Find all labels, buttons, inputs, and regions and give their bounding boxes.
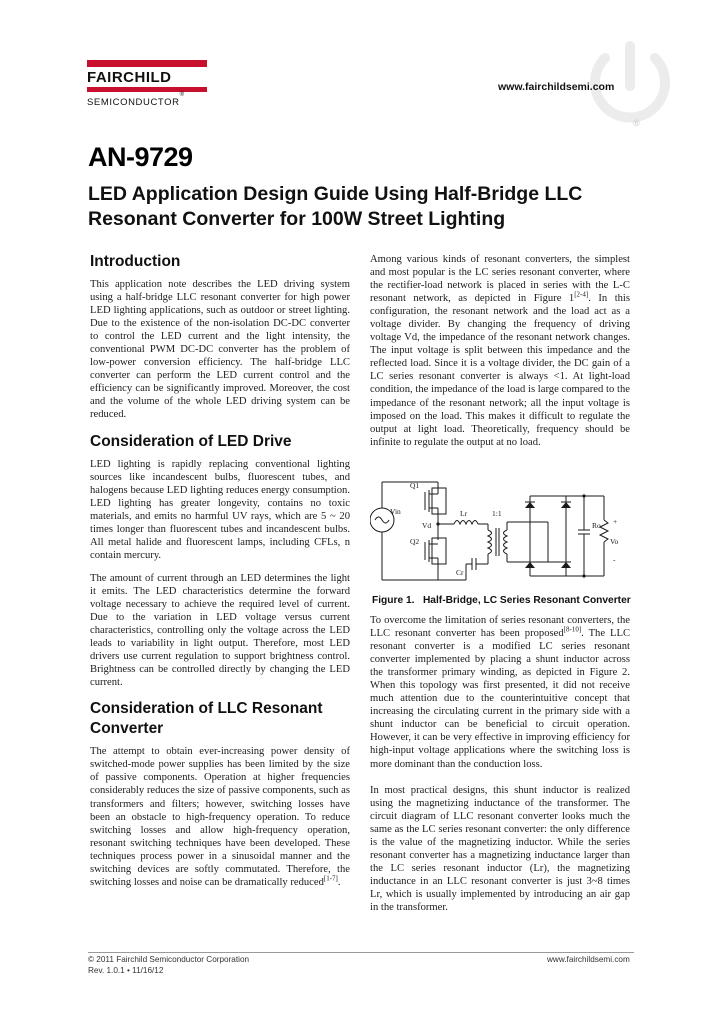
llc-proposal-text-a: To overcome the limitation of series resonant converters, the LLC resonant converter has been proposed	[370, 615, 630, 640]
llc-proposal-text-b: . The LLC resonant converter is a modified LC series resonant converter implemented by placing a shunt inductor across the transformer primary winding, as depicted in Figure 2. When this topology was first presented, it did not receive much attention due to the counterintuitive concept that increasing the circulating current in the primary side with a shunt inductor can be beneficial to circuit operation. However, it can be very effective in improving efficiency for high-input voltage applications where the switching loss is more dominant than the conduction loss.	[370, 628, 631, 770]
q1-switch-symbol	[432, 488, 446, 514]
magnetizing-inductance-paragraph: In most practical designs, this shunt inductor is realized using the magnetizing inductance of the transformer. The circuit diagram of LLC resonant converter looks much the same as the LC series resonant converter: the only difference is the value of the magnetizing inductor. While the series resonant converter has a magnetizing inductance larger than the LC series resonant inductor (Lr), the magnetizing inductance in an LLC resonant converter is just 3~8 times Lr, which is usually implemented by introducing an air gap in the transformer.	[370, 784, 630, 913]
document-title-line2: Resonant Converter for 100W Street Lighting	[88, 208, 506, 230]
lc-series-paragraph-ref: [2-4]	[574, 290, 589, 299]
footer-website: www.fairchildsemi.com	[547, 955, 630, 964]
q2-switch-symbol	[432, 538, 446, 564]
llc-paragraph-1	[90, 745, 350, 889]
lc-series-paragraph	[370, 253, 630, 449]
llc-paragraph-1-text: The attempt to obtain ever-increasing power density of switched-mode power supplies has been limited by the size of passive components. Operation at higher frequencies considerably reduces the size of passive components, such as transformers and filters; however, switching losses have been an obstacle to high-frequency operation. To reduce switching losses and allow high-frequency operation, resonant switching techniques have been developed. These techniques process power in a sinusoidal manner and the switching devices are softly commutated. Therefore, the switching losses and noise can be dramatically reduced	[90, 746, 350, 888]
label-q2: Q2	[410, 537, 420, 546]
label-q1: Q1	[410, 481, 420, 490]
footer-rule	[88, 952, 634, 953]
transformer-primary-symbol	[488, 530, 492, 554]
logo-wordmark: FAIRCHILD	[87, 69, 172, 86]
lr-inductor-symbol	[454, 521, 478, 525]
label-cr: Cr	[456, 568, 464, 577]
label-plus: +	[613, 517, 618, 526]
label-ratio: 1:1	[492, 509, 502, 518]
transformer-secondary-symbol	[504, 530, 508, 554]
led-drive-heading: Consideration of LED Drive	[90, 432, 292, 450]
left-column	[90, 252, 350, 889]
lc-series-paragraph-text-b: . In this configuration, the resonant network and the load act as a voltage divider. By changing the frequency of driving voltage Vd, the impedance of the resonant network changes. The input voltage is split between this impedance and the reflected load. Since it is a voltage divider, the DC gain of a LC series resonant converter is always <1. At light-load condition, the impedance of the load is large compared to the impedance of the resonant network; all the input voltage is imposed on the load. This makes it difficult to regulate the output at light load. Theoretically, frequency should be infinite to regulate the output at no load.	[370, 293, 630, 448]
introduction-paragraph: This application note describes the LED driving system using a half-bridge LLC resonant converter for high power LED lighting applications, such as outdoor or street lighting. Due to the existence of the non-isolation DC-DC converter to control the LED current and the light intensity, the conventional PWM DC-DC converter has the problem of low-power conversion efficiency. The half-bridge LLC converter can perform the LED current control and the efficiency can be significantly improved. Moreover, the cost and the volume of the whole LED driving system can be reduced.	[90, 279, 350, 421]
label-vd: Vd	[422, 521, 432, 530]
llc-heading-line2: Converter	[90, 720, 164, 738]
diode-d1-symbol	[525, 502, 535, 508]
footer-revision: Rev. 1.0.1 • 11/16/12	[88, 966, 164, 975]
figure-1-circuit-diagram	[370, 472, 632, 590]
footer-copyright: © 2011 Fairchild Semiconductor Corporation	[88, 955, 250, 964]
lc-series-paragraph-text-a: Among various kinds of resonant converters, the simplest and most popular is the LC series resonant converter, where the rectifier-load network is placed in series with the L-C resonant network, as depicted in Figure 1	[370, 254, 630, 305]
llc-paragraph-1-ref: [1-7]	[323, 874, 338, 883]
label-lr: Lr	[460, 509, 468, 518]
label-vo: Vo	[610, 537, 619, 546]
led-drive-paragraph-1: LED lighting is rapidly replacing conventional lighting sources like incandescent bulbs, fluorescent tubes, and halogens because LED lighting reduces energy consumption. LED lighting has greater longevity, contains no toxic materials, and emits no harmful UV rays, which are 5 ~ 20 times longer than fluorescent tubes and incandescent bulbs. All metal halide and fluorescent lamps, including CFLs, n contain mercury.	[90, 458, 350, 561]
diode-d3-symbol	[525, 562, 535, 568]
watermark-reg-mark: ®	[633, 118, 640, 128]
llc-proposal-paragraph	[370, 614, 630, 771]
logo-reg-mark: ®	[179, 92, 185, 98]
led-drive-paragraph-2: The amount of current through an LED determines the light it emits. The LED characteristics determine the forward voltage necessary to achieve the required level of current. Due to the variation in LED voltage versus current characteristics, controlling only the voltage across the LED leads to variability in light output. Therefore, most LED drivers use current regulation to support brightness control. Brightness can be controlled directly by changing the LED current.	[90, 572, 350, 689]
logo-subtitle: SEMICONDUCTOR	[87, 97, 180, 108]
header-website: www.fairchildsemi.com	[498, 81, 615, 93]
introduction-heading: Introduction	[90, 253, 181, 270]
diode-d2-symbol	[561, 502, 571, 508]
logo-top-bar	[87, 60, 207, 67]
ro-resistor-symbol	[600, 520, 608, 542]
figure-1-caption: Figure 1. Half-Bridge, LC Series Resonant Converter	[372, 595, 631, 606]
right-column-lower	[370, 614, 630, 914]
document-number: AN-9729	[88, 142, 193, 172]
llc-heading-line1: Consideration of LLC Resonant	[90, 700, 323, 718]
label-ro: Ro	[592, 521, 601, 530]
llc-proposal-ref: [8-10]	[563, 625, 582, 634]
right-column	[370, 253, 630, 449]
label-minus: -	[613, 555, 616, 564]
label-vin: Vin	[390, 507, 401, 516]
fairchild-logo	[87, 60, 212, 110]
document-title-line1: LED Application Design Guide Using Half-Bridge LLC	[88, 183, 583, 205]
diode-d4-symbol	[561, 562, 571, 568]
llc-paragraph-1-end: .	[337, 876, 341, 888]
